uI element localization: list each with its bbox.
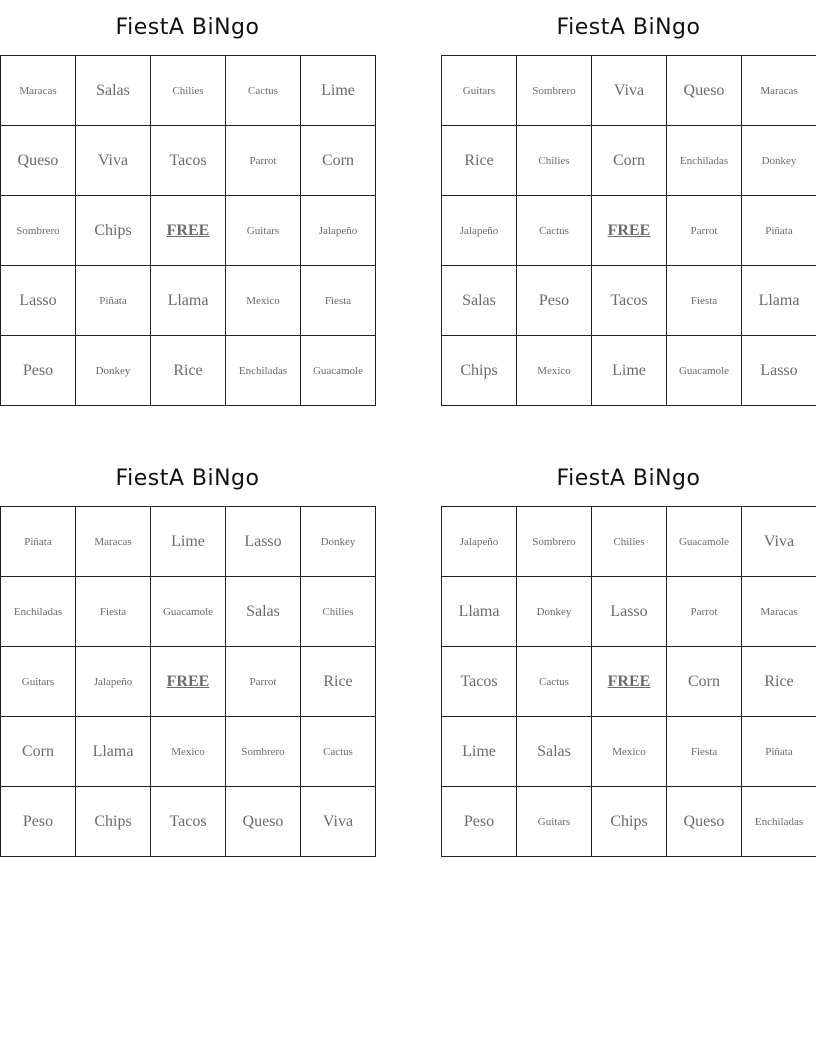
bingo-cell: Rice — [742, 647, 816, 717]
bingo-cell: Jalapeño — [301, 196, 376, 266]
bingo-card-3 — [0, 451, 375, 857]
bingo-grid — [441, 55, 816, 406]
bingo-cell: Chilies — [592, 507, 667, 577]
bingo-cell: Peso — [1, 787, 76, 857]
bingo-cell: Fiesta — [667, 266, 742, 336]
bingo-cell: Cactus — [517, 647, 592, 717]
bingo-cell: Guacamole — [667, 507, 742, 577]
bingo-cell: Tacos — [151, 787, 226, 857]
bingo-cell: Guacamole — [151, 577, 226, 647]
card-title: FiestA BiNgo — [115, 466, 260, 491]
bingo-cell: Donkey — [742, 126, 816, 196]
bingo-card-2 — [441, 0, 816, 406]
bingo-cell: Donkey — [517, 577, 592, 647]
bingo-cell: Guitars — [442, 56, 517, 126]
free-space: FREE — [592, 196, 667, 266]
bingo-cell: Parrot — [226, 647, 301, 717]
bingo-cell: Maracas — [742, 577, 816, 647]
bingo-cell: Lime — [151, 507, 226, 577]
bingo-cell: Guitars — [517, 787, 592, 857]
bingo-cell: Enchiladas — [742, 787, 816, 857]
bingo-cell: Tacos — [442, 647, 517, 717]
bingo-cell: Llama — [742, 266, 816, 336]
bingo-cell: Rice — [442, 126, 517, 196]
bingo-cell: Chilies — [301, 577, 376, 647]
bingo-cell: Lasso — [1, 266, 76, 336]
bingo-cell: Llama — [442, 577, 517, 647]
card-title: FiestA BiNgo — [115, 15, 260, 40]
bingo-cell: Lasso — [226, 507, 301, 577]
bingo-cell: Corn — [301, 126, 376, 196]
bingo-cell: Chips — [592, 787, 667, 857]
bingo-cell: Peso — [1, 336, 76, 406]
bingo-cell: Salas — [76, 56, 151, 126]
bingo-cell: Lasso — [592, 577, 667, 647]
bingo-cell: Lime — [442, 717, 517, 787]
bingo-card-1 — [0, 0, 375, 406]
bingo-cell: Viva — [592, 56, 667, 126]
bingo-cell: Guitars — [1, 647, 76, 717]
bingo-cell: Lasso — [742, 336, 816, 406]
bingo-grid — [0, 55, 376, 406]
bingo-cell: Lime — [592, 336, 667, 406]
bingo-cell: Viva — [742, 507, 816, 577]
bingo-cell: Peso — [442, 787, 517, 857]
bingo-cell: Fiesta — [667, 717, 742, 787]
bingo-cell: Chilies — [151, 56, 226, 126]
bingo-cell: Corn — [667, 647, 742, 717]
bingo-cell: Sombrero — [226, 717, 301, 787]
bingo-cell: Lime — [301, 56, 376, 126]
bingo-cell: Queso — [667, 56, 742, 126]
bingo-cell: Tacos — [151, 126, 226, 196]
bingo-cell: Queso — [1, 126, 76, 196]
bingo-cell: Queso — [226, 787, 301, 857]
card-title: FiestA BiNgo — [556, 15, 701, 40]
bingo-cell: Mexico — [151, 717, 226, 787]
bingo-cell: Guacamole — [301, 336, 376, 406]
bingo-cell: Maracas — [76, 507, 151, 577]
bingo-cell: Guacamole — [667, 336, 742, 406]
bingo-cell: Sombrero — [1, 196, 76, 266]
bingo-cell: Tacos — [592, 266, 667, 336]
bingo-cell: Donkey — [76, 336, 151, 406]
bingo-cell: Corn — [592, 126, 667, 196]
bingo-cell: Cactus — [517, 196, 592, 266]
bingo-cell: Llama — [151, 266, 226, 336]
bingo-cell: Mexico — [517, 336, 592, 406]
free-space: FREE — [592, 647, 667, 717]
bingo-cell: Mexico — [592, 717, 667, 787]
bingo-cell: Fiesta — [76, 577, 151, 647]
bingo-cell: Rice — [301, 647, 376, 717]
bingo-cell: Enchiladas — [1, 577, 76, 647]
bingo-cell: Donkey — [301, 507, 376, 577]
bingo-cell: Guitars — [226, 196, 301, 266]
bingo-cell: Viva — [76, 126, 151, 196]
bingo-cell: Viva — [301, 787, 376, 857]
bingo-cell: Maracas — [742, 56, 816, 126]
bingo-cell: Llama — [76, 717, 151, 787]
bingo-cell: Piñata — [76, 266, 151, 336]
bingo-card-4 — [441, 451, 816, 857]
bingo-cell: Jalapeño — [442, 196, 517, 266]
bingo-cell: Peso — [517, 266, 592, 336]
bingo-cell: Parrot — [667, 577, 742, 647]
bingo-cell: Chilies — [517, 126, 592, 196]
bingo-cell: Salas — [226, 577, 301, 647]
free-space: FREE — [151, 647, 226, 717]
bingo-cell: Queso — [667, 787, 742, 857]
card-title: FiestA BiNgo — [556, 466, 701, 491]
bingo-cell: Cactus — [226, 56, 301, 126]
bingo-cell: Mexico — [226, 266, 301, 336]
bingo-cell: Sombrero — [517, 56, 592, 126]
bingo-cell: Piñata — [742, 717, 816, 787]
bingo-cell: Rice — [151, 336, 226, 406]
bingo-cell: Jalapeño — [442, 507, 517, 577]
bingo-cell: Enchiladas — [226, 336, 301, 406]
bingo-cell: Enchiladas — [667, 126, 742, 196]
bingo-cell: Parrot — [667, 196, 742, 266]
bingo-cell: Fiesta — [301, 266, 376, 336]
bingo-grid — [0, 506, 376, 857]
bingo-cell: Sombrero — [517, 507, 592, 577]
bingo-cell: Jalapeño — [76, 647, 151, 717]
bingo-cell: Parrot — [226, 126, 301, 196]
bingo-cell: Chips — [76, 787, 151, 857]
bingo-cell: Chips — [442, 336, 517, 406]
bingo-cell: Maracas — [1, 56, 76, 126]
bingo-cell: Piñata — [742, 196, 816, 266]
bingo-cell: Corn — [1, 717, 76, 787]
bingo-cell: Chips — [76, 196, 151, 266]
bingo-grid — [441, 506, 816, 857]
bingo-cell: Cactus — [301, 717, 376, 787]
bingo-cell: Piñata — [1, 507, 76, 577]
bingo-cell: Salas — [517, 717, 592, 787]
bingo-cell: Salas — [442, 266, 517, 336]
free-space: FREE — [151, 196, 226, 266]
